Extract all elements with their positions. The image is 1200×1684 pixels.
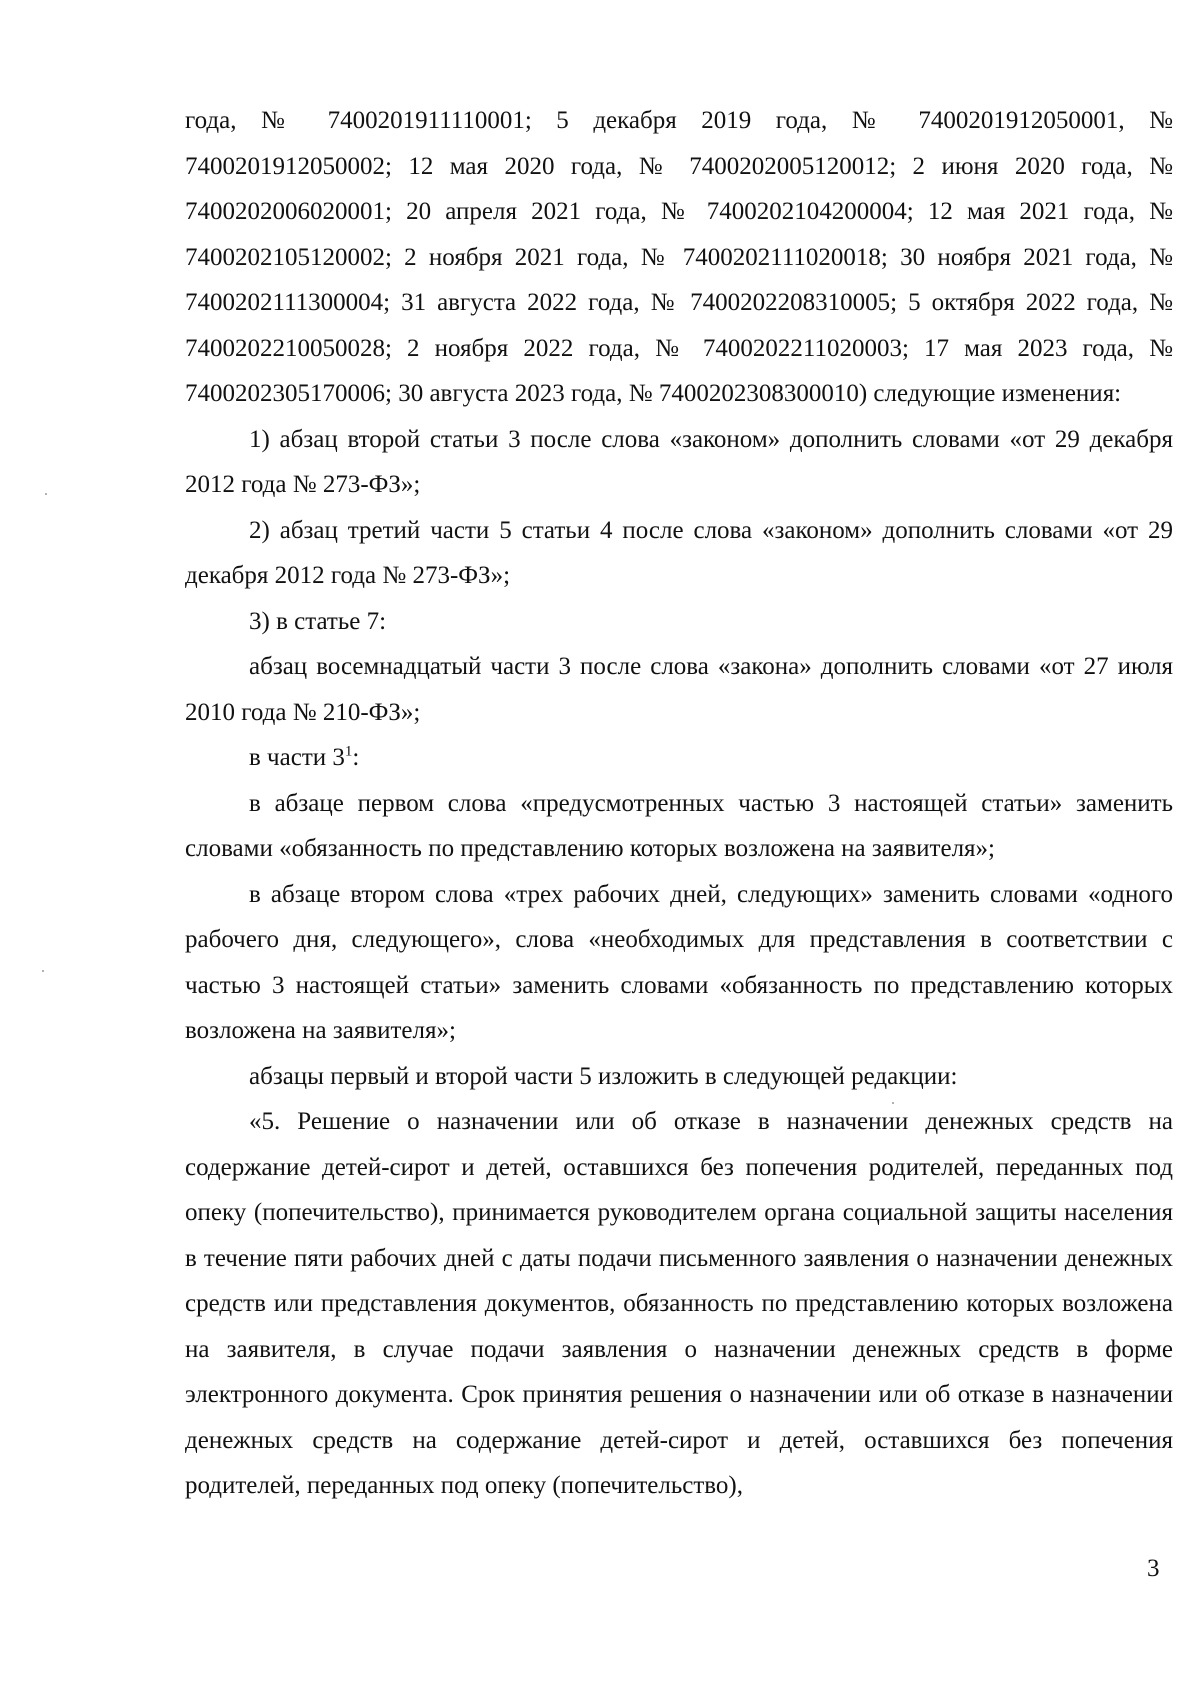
paragraph-new-part-5: «5. Решение о назначении или об отказе в назначении денежных средств на содержание детей-сирот и детей, оставшихся без попечения родителей, переданных под опеку (попечительство), принимается руководителем органа социальной защиты населения в течение пяти рабочих дней с даты подачи письменного заявления о назначении денежных средств или представления документов, обязанность по представлению которых возложена на заявителя, в случае подачи заявления о назначении денежных средств в форме электронного документа. Срок принятия решения о назначении или об отказе в назначении денежных средств на содержание детей-сирот и детей, оставшихся без попечения родителей, переданных под опеку (попечительство), — [185, 1108, 1173, 1499]
page-number: 3 — [1147, 1555, 1160, 1582]
scan-speck — [45, 493, 47, 495]
paragraph-item-1: 1) абзац второй статьи 3 после слова «законом» дополнить словами «от 29 декабря 2012 года № 273-ФЗ»; — [185, 425, 1173, 498]
part-heading-text: в части 3 — [249, 744, 345, 771]
paragraph-intro-continuation: года, № 7400201911110001; 5 декабря 2019 года, № 7400201912050001, № 7400201912050002; 12 мая 2020 года, № 7400202005120012; 2 июня 2020 года, № 7400202006020001; 20 апреля 2021 года, № 7400202104200004; 12 мая 2021 года, № 7400202105120002; 2 ноября 2021 года, № 7400202111020018; 30 ноября 2021 года, № 7400202111300004; 31 августа 2022 года, № 7400202208310005; 5 октября 2022 года, № 7400202210050028; 2 ноября 2022 года, № 7400202211020003; 17 мая 2023 года, № 7400202305170006; 30 августа 2023 года, № 7400202308300010) следующие изменения: — [185, 107, 1173, 407]
paragraph-part-3-amendment: абзац восемнадцатый части 3 после слова «закона» дополнить словами «от 27 июля 2010 года № 210-ФЗ»; — [185, 653, 1173, 726]
paragraph-part-5-heading: абзацы первый и второй части 5 изложить в следующей редакции: — [249, 1062, 958, 1090]
paragraph-part-3-1-heading — [185, 735, 1173, 781]
document-body — [185, 98, 1173, 1509]
part-heading-superscript: 1 — [344, 743, 353, 760]
paragraph-first-abzac-change: в абзаце первом слова «предусмотренных частью 3 настоящей статьи» заменить словами «обязанность по представлению которых возложена на заявителя»; — [185, 789, 1173, 862]
part-heading-suffix: : — [352, 744, 360, 771]
paragraph-second-abzac-change: в абзаце втором слова «трех рабочих дней, следующих» заменить словами «одного рабочего дня, следующего», слова «необходимых для представления в соответствии с частью 3 настоящей статьи» заменить словами «обязанность по представлению которых возложена на заявителя»; — [185, 880, 1173, 1044]
scan-speck — [892, 1102, 894, 1104]
scan-speck — [42, 970, 44, 972]
paragraph-item-3: 3) в статье 7: — [249, 607, 387, 635]
paragraph-item-2: 2) абзац третий части 5 статьи 4 после слова «законом» дополнить словами «от 29 декабря 2012 года № 273-ФЗ»; — [185, 516, 1173, 589]
